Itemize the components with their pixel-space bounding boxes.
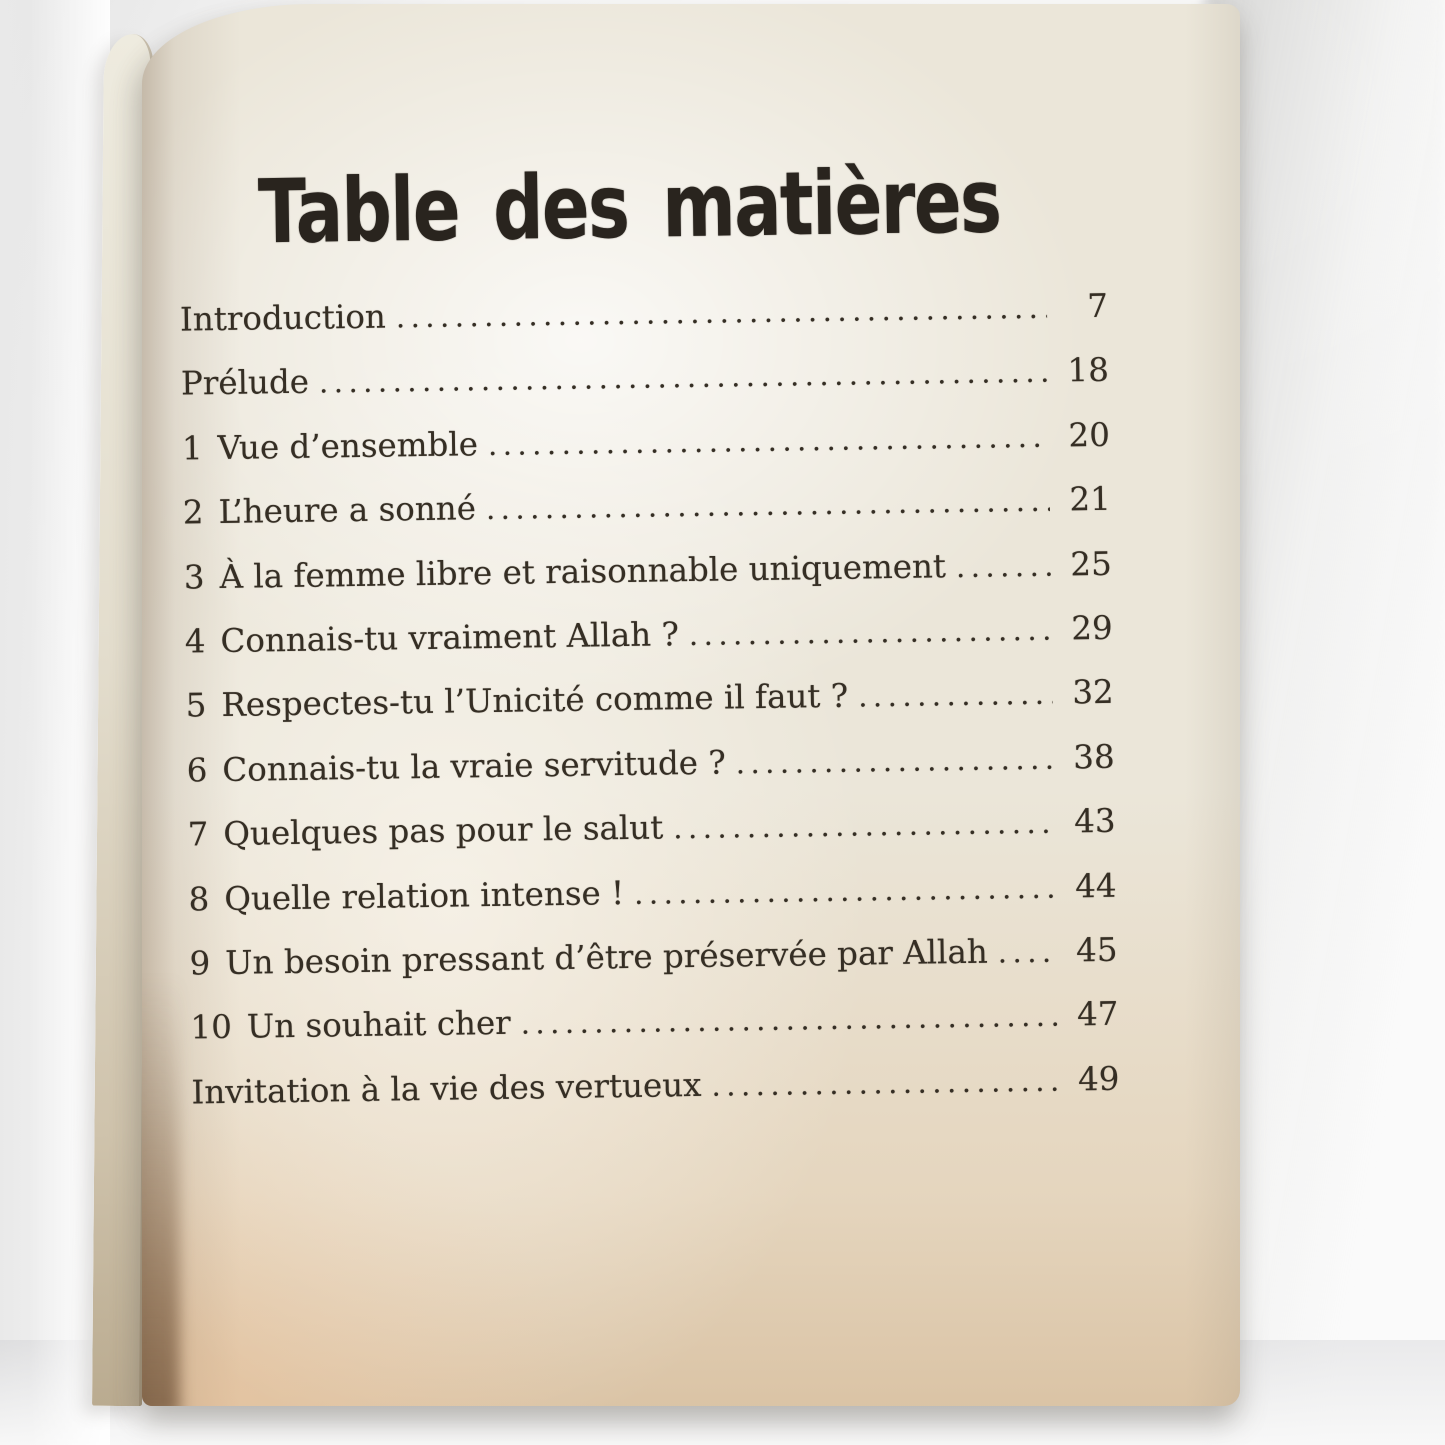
entry-title: À la femme libre et raisonnable uniquement bbox=[219, 546, 947, 596]
dot-leader bbox=[319, 340, 1049, 415]
entry-number: 9 bbox=[189, 944, 211, 983]
toc-list bbox=[180, 274, 1120, 1125]
entry-page: 7 bbox=[1086, 286, 1109, 326]
toc-title: Table des matières bbox=[257, 149, 1002, 264]
toc-entry bbox=[182, 467, 1111, 545]
dot-leader bbox=[395, 276, 1047, 350]
toc-entry bbox=[190, 982, 1119, 1060]
entry-page: 18 bbox=[1067, 351, 1110, 390]
entry-number: 2 bbox=[182, 493, 204, 532]
entry-page: 20 bbox=[1068, 415, 1111, 455]
entry-page: 32 bbox=[1072, 673, 1114, 712]
entry-number: 4 bbox=[184, 622, 206, 661]
dot-leader bbox=[485, 469, 1050, 542]
entry-page: 38 bbox=[1072, 737, 1115, 777]
entry-title: Vue d’ensemble bbox=[217, 424, 479, 467]
entry-page: 43 bbox=[1073, 801, 1116, 841]
entry-page: 45 bbox=[1075, 930, 1118, 970]
page-content bbox=[142, 4, 1240, 1125]
dot-leader bbox=[688, 598, 1052, 668]
entry-number: 7 bbox=[187, 815, 209, 854]
dot-leader bbox=[673, 791, 1055, 861]
dot-leader bbox=[711, 1048, 1059, 1118]
toc-entry bbox=[185, 660, 1114, 738]
entry-title: Connais-tu vraiment Allah ? bbox=[220, 615, 680, 660]
toc-entry bbox=[189, 918, 1118, 996]
toc-entry bbox=[181, 338, 1110, 416]
entry-number: 10 bbox=[190, 1008, 233, 1047]
toc-entry bbox=[181, 403, 1110, 481]
entry-title: Un besoin pressant d’être préservée par Allah bbox=[224, 932, 989, 982]
entry-number: 8 bbox=[188, 879, 210, 919]
entry-title: Un souhait cher bbox=[246, 1004, 511, 1046]
toc-entry bbox=[191, 1046, 1120, 1124]
spine-shadow bbox=[142, 976, 180, 1406]
entry-title: Invitation à la vie des vertueux bbox=[191, 1065, 702, 1112]
entry-title: Connais-tu la vraie servitude ? bbox=[222, 743, 726, 789]
toc-entry bbox=[186, 724, 1115, 802]
entry-title: Prélude bbox=[180, 363, 310, 403]
dot-leader bbox=[858, 662, 1053, 729]
entry-title: Quelques pas pour le salut bbox=[223, 808, 664, 854]
entry-page: 47 bbox=[1076, 995, 1119, 1034]
toc-entry bbox=[184, 596, 1113, 674]
toc-entry bbox=[183, 531, 1112, 609]
book-page bbox=[142, 4, 1240, 1406]
entry-title: Introduction bbox=[179, 297, 387, 339]
entry-page: 29 bbox=[1071, 608, 1113, 648]
entry-page: 25 bbox=[1070, 544, 1113, 583]
entry-page: 44 bbox=[1074, 866, 1117, 905]
entry-number: 3 bbox=[183, 557, 205, 597]
dot-leader bbox=[997, 920, 1057, 985]
entry-page: 49 bbox=[1077, 1059, 1120, 1099]
entry-number: 5 bbox=[185, 686, 207, 725]
dot-leader bbox=[735, 726, 1054, 795]
entry-title: Quelle relation intense ! bbox=[224, 873, 625, 918]
toc-entry bbox=[180, 274, 1109, 352]
toc-entry bbox=[187, 789, 1116, 867]
dot-leader bbox=[487, 404, 1049, 477]
entry-page: 21 bbox=[1069, 479, 1112, 519]
dot-leader bbox=[520, 984, 1058, 1056]
entry-number: 6 bbox=[186, 750, 208, 790]
entry-number: 1 bbox=[181, 429, 203, 468]
entry-title: L’heure a sonné bbox=[218, 489, 477, 532]
entry-title: Respectes-tu l’Unicité comme il faut ? bbox=[221, 677, 849, 725]
dot-leader bbox=[955, 533, 1051, 599]
dot-leader bbox=[634, 855, 1056, 926]
